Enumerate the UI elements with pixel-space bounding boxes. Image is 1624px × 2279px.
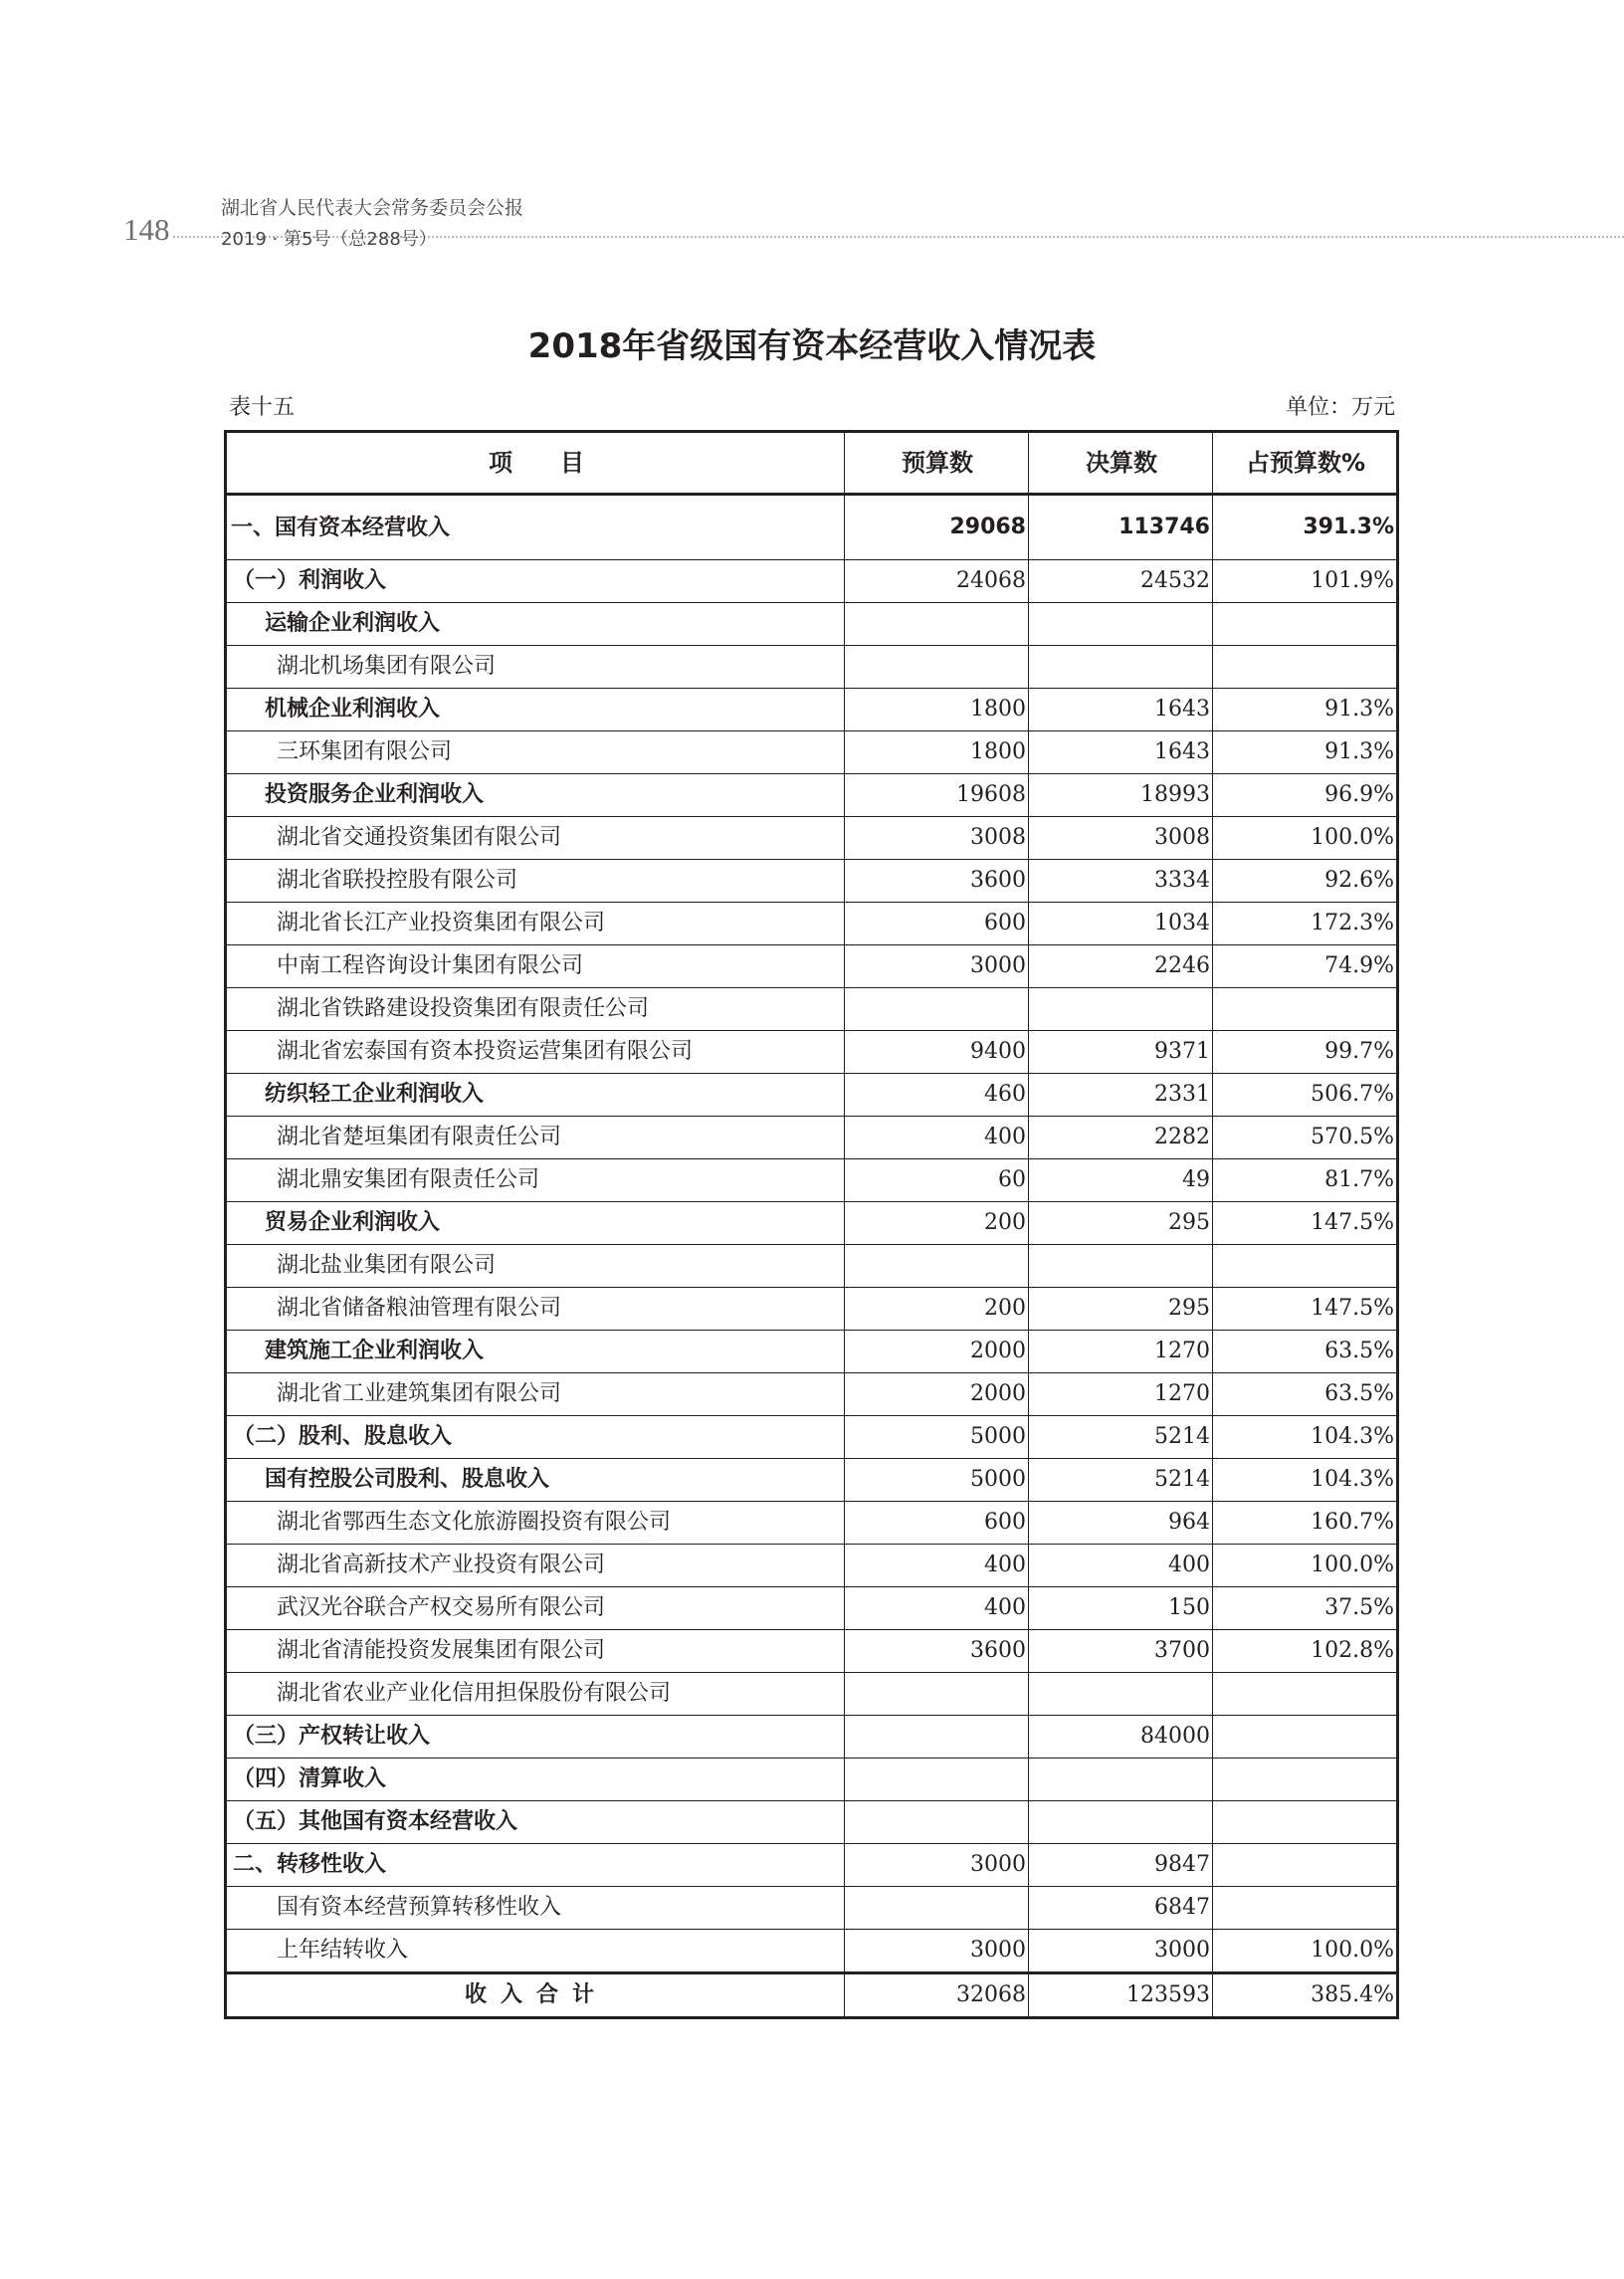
ratio-cell: 506.7% xyxy=(1213,1074,1398,1117)
item-name-cell: 二、转移性收入 xyxy=(226,1844,845,1887)
income-table xyxy=(224,430,1399,2019)
table-row xyxy=(226,1245,1398,1288)
ratio-cell: 37.5% xyxy=(1213,1587,1398,1630)
final-cell: 84000 xyxy=(1029,1716,1213,1759)
item-name-cell: 一、国有资本经营收入 xyxy=(226,495,845,560)
final-cell: 2282 xyxy=(1029,1117,1213,1159)
item-name-cell: 湖北省铁路建设投资集团有限责任公司 xyxy=(226,988,845,1031)
budget-cell xyxy=(845,1759,1029,1801)
table-row xyxy=(226,860,1398,903)
table-number: 表十五 xyxy=(229,395,296,420)
table-row xyxy=(226,1159,1398,1202)
final-cell xyxy=(1029,1759,1213,1801)
final-cell: 964 xyxy=(1029,1502,1213,1545)
ratio-cell: 96.9% xyxy=(1213,774,1398,817)
table-row xyxy=(226,495,1398,560)
table-body xyxy=(226,495,1398,2018)
budget-cell: 1800 xyxy=(845,689,1029,731)
table-row xyxy=(226,1331,1398,1373)
table-row xyxy=(226,1759,1398,1801)
budget-cell: 2000 xyxy=(845,1373,1029,1416)
ratio-cell xyxy=(1213,1759,1398,1801)
table-row xyxy=(226,988,1398,1031)
ratio-cell: 147.5% xyxy=(1213,1288,1398,1331)
ratio-cell: 570.5% xyxy=(1213,1117,1398,1159)
table-row xyxy=(226,1587,1398,1630)
final-cell xyxy=(1029,1673,1213,1716)
ratio-cell: 63.5% xyxy=(1213,1331,1398,1373)
ratio-cell xyxy=(1213,1801,1398,1844)
item-name-cell: 投资服务企业利润收入 xyxy=(226,774,845,817)
page-number: 148 xyxy=(123,212,170,247)
table-row xyxy=(226,1673,1398,1716)
column-header-ratio: 占预算数% xyxy=(1213,432,1398,495)
budget-cell: 3000 xyxy=(845,1930,1029,1973)
item-name-cell: （三）产权转让收入 xyxy=(226,1716,845,1759)
budget-cell: 1800 xyxy=(845,731,1029,774)
final-cell: 150 xyxy=(1029,1587,1213,1630)
table-row xyxy=(226,560,1398,603)
ratio-cell xyxy=(1213,1673,1398,1716)
ratio-cell xyxy=(1213,1844,1398,1887)
ratio-cell: 63.5% xyxy=(1213,1373,1398,1416)
budget-cell: 400 xyxy=(845,1117,1029,1159)
item-name-cell: 湖北省高新技术产业投资有限公司 xyxy=(226,1545,845,1587)
table-row xyxy=(226,731,1398,774)
column-header-budget: 预算数 xyxy=(845,432,1029,495)
ratio-cell: 104.3% xyxy=(1213,1459,1398,1502)
item-name-cell: 国有资本经营预算转移性收入 xyxy=(226,1887,845,1930)
item-name-cell: 建筑施工企业利润收入 xyxy=(226,1331,845,1373)
table-row xyxy=(226,1502,1398,1545)
budget-cell: 3000 xyxy=(845,1844,1029,1887)
final-cell xyxy=(1029,1245,1213,1288)
final-cell: 5214 xyxy=(1029,1459,1213,1502)
table-row xyxy=(226,1887,1398,1930)
ratio-cell: 160.7% xyxy=(1213,1502,1398,1545)
final-cell: 295 xyxy=(1029,1288,1213,1331)
total-row xyxy=(226,1973,1398,2018)
final-cell: 24532 xyxy=(1029,560,1213,603)
budget-cell: 2000 xyxy=(845,1331,1029,1373)
item-name-cell: 湖北省联投控股有限公司 xyxy=(226,860,845,903)
table-row xyxy=(226,1031,1398,1074)
budget-cell: 3600 xyxy=(845,1630,1029,1673)
ratio-cell xyxy=(1213,1887,1398,1930)
item-name-cell: （四）清算收入 xyxy=(226,1759,845,1801)
item-name-cell: 湖北省储备粮油管理有限公司 xyxy=(226,1288,845,1331)
table-row xyxy=(226,945,1398,988)
final-cell: 3000 xyxy=(1029,1930,1213,1973)
ratio-cell: 100.0% xyxy=(1213,817,1398,860)
budget-cell: 9400 xyxy=(845,1031,1029,1074)
ratio-cell xyxy=(1213,603,1398,646)
table-row xyxy=(226,1930,1398,1973)
budget-cell: 3600 xyxy=(845,860,1029,903)
final-cell: 9371 xyxy=(1029,1031,1213,1074)
budget-cell xyxy=(845,1245,1029,1288)
ratio-cell: 81.7% xyxy=(1213,1159,1398,1202)
item-name-cell: （一）利润收入 xyxy=(226,560,845,603)
budget-cell xyxy=(845,603,1029,646)
budget-cell xyxy=(845,1673,1029,1716)
final-cell: 6847 xyxy=(1029,1887,1213,1930)
item-name-cell: 湖北盐业集团有限公司 xyxy=(226,1245,845,1288)
final-cell xyxy=(1029,646,1213,689)
item-name-cell: 湖北省鄂西生态文化旅游圈投资有限公司 xyxy=(226,1502,845,1545)
final-cell: 18993 xyxy=(1029,774,1213,817)
ratio-cell: 101.9% xyxy=(1213,560,1398,603)
ratio-cell xyxy=(1213,1716,1398,1759)
item-name-cell: （五）其他国有资本经营收入 xyxy=(226,1801,845,1844)
final-cell: 2246 xyxy=(1029,945,1213,988)
table-row xyxy=(226,1801,1398,1844)
column-header-final: 决算数 xyxy=(1029,432,1213,495)
budget-cell: 32068 xyxy=(845,1973,1029,2018)
ratio-cell: 92.6% xyxy=(1213,860,1398,903)
table-row xyxy=(226,1288,1398,1331)
ratio-cell: 102.8% xyxy=(1213,1630,1398,1673)
budget-cell: 3000 xyxy=(845,945,1029,988)
table-row xyxy=(226,1117,1398,1159)
final-cell: 400 xyxy=(1029,1545,1213,1587)
item-name-cell: 湖北机场集团有限公司 xyxy=(226,646,845,689)
budget-cell: 60 xyxy=(845,1159,1029,1202)
item-name-cell: 中南工程咨询设计集团有限公司 xyxy=(226,945,845,988)
item-name-cell: 湖北省交通投资集团有限公司 xyxy=(226,817,845,860)
ratio-cell: 99.7% xyxy=(1213,1031,1398,1074)
ratio-cell: 147.5% xyxy=(1213,1202,1398,1245)
budget-cell xyxy=(845,646,1029,689)
budget-cell: 5000 xyxy=(845,1459,1029,1502)
budget-cell: 460 xyxy=(845,1074,1029,1117)
item-name-cell: 湖北省清能投资发展集团有限公司 xyxy=(226,1630,845,1673)
table-header-row xyxy=(226,432,1398,495)
item-name-cell: 湖北省工业建筑集团有限公司 xyxy=(226,1373,845,1416)
ratio-cell: 91.3% xyxy=(1213,731,1398,774)
final-cell: 3334 xyxy=(1029,860,1213,903)
final-cell: 1034 xyxy=(1029,903,1213,945)
ratio-cell: 100.0% xyxy=(1213,1930,1398,1973)
item-name-cell: 收入合计 xyxy=(226,1973,845,2018)
budget-cell xyxy=(845,1716,1029,1759)
item-name-cell: 机械企业利润收入 xyxy=(226,689,845,731)
page-title: 2018年省级国有资本经营收入情况表 xyxy=(527,326,1097,366)
unit-label: 单位：万元 xyxy=(1285,395,1395,420)
final-cell: 3700 xyxy=(1029,1630,1213,1673)
budget-cell: 600 xyxy=(845,1502,1029,1545)
table-row xyxy=(226,689,1398,731)
ratio-cell: 100.0% xyxy=(1213,1545,1398,1587)
ratio-cell: 391.3% xyxy=(1213,495,1398,560)
budget-cell: 200 xyxy=(845,1202,1029,1245)
item-name-cell: （二）股利、股息收入 xyxy=(226,1416,845,1459)
ratio-cell xyxy=(1213,988,1398,1031)
final-cell: 2331 xyxy=(1029,1074,1213,1117)
journal-name: 湖北省人民代表大会常务委员会公报 xyxy=(221,197,524,219)
final-cell: 49 xyxy=(1029,1159,1213,1202)
final-cell: 9847 xyxy=(1029,1844,1213,1887)
item-name-cell: 武汉光谷联合产权交易所有限公司 xyxy=(226,1587,845,1630)
table-row xyxy=(226,646,1398,689)
table-row xyxy=(226,1373,1398,1416)
final-cell xyxy=(1029,603,1213,646)
final-cell: 113746 xyxy=(1029,495,1213,560)
ratio-cell: 91.3% xyxy=(1213,689,1398,731)
budget-cell: 29068 xyxy=(845,495,1029,560)
issue-line: 2019 · 第5号（总288号） xyxy=(221,229,437,250)
table-row xyxy=(226,603,1398,646)
table-row xyxy=(226,1459,1398,1502)
final-cell xyxy=(1029,988,1213,1031)
item-name-cell: 湖北省宏泰国有资本投资运营集团有限公司 xyxy=(226,1031,845,1074)
item-name-cell: 三环集团有限公司 xyxy=(226,731,845,774)
item-name-cell: 湖北省农业产业化信用担保股份有限公司 xyxy=(226,1673,845,1716)
budget-cell xyxy=(845,1801,1029,1844)
table-row xyxy=(226,1074,1398,1117)
table-row xyxy=(226,1716,1398,1759)
table-row xyxy=(226,817,1398,860)
final-cell: 3008 xyxy=(1029,817,1213,860)
ratio-cell: 74.9% xyxy=(1213,945,1398,988)
final-cell xyxy=(1029,1801,1213,1844)
budget-cell: 19608 xyxy=(845,774,1029,817)
budget-cell: 600 xyxy=(845,903,1029,945)
ratio-cell: 172.3% xyxy=(1213,903,1398,945)
final-cell: 5214 xyxy=(1029,1416,1213,1459)
final-cell: 1270 xyxy=(1029,1373,1213,1416)
ratio-cell: 385.4% xyxy=(1213,1973,1398,2018)
final-cell: 1270 xyxy=(1029,1331,1213,1373)
item-name-cell: 纺织轻工企业利润收入 xyxy=(226,1074,845,1117)
ratio-cell xyxy=(1213,646,1398,689)
budget-cell: 400 xyxy=(845,1587,1029,1630)
item-name-cell: 湖北省长江产业投资集团有限公司 xyxy=(226,903,845,945)
budget-cell: 400 xyxy=(845,1545,1029,1587)
table-row xyxy=(226,774,1398,817)
budget-cell: 5000 xyxy=(845,1416,1029,1459)
table-row xyxy=(226,1202,1398,1245)
item-name-cell: 湖北鼎安集团有限责任公司 xyxy=(226,1159,845,1202)
table-row xyxy=(226,1844,1398,1887)
budget-cell xyxy=(845,988,1029,1031)
item-name-cell: 贸易企业利润收入 xyxy=(226,1202,845,1245)
table-row xyxy=(226,903,1398,945)
ratio-cell xyxy=(1213,1245,1398,1288)
budget-cell: 200 xyxy=(845,1288,1029,1331)
final-cell: 1643 xyxy=(1029,689,1213,731)
item-name-cell: 湖北省楚垣集团有限责任公司 xyxy=(226,1117,845,1159)
final-cell: 1643 xyxy=(1029,731,1213,774)
column-header-item: 项 目 xyxy=(226,432,845,495)
item-name-cell: 运输企业利润收入 xyxy=(226,603,845,646)
table-row xyxy=(226,1630,1398,1673)
item-name-cell: 上年结转收入 xyxy=(226,1930,845,1973)
final-cell: 123593 xyxy=(1029,1973,1213,2018)
budget-cell: 24068 xyxy=(845,560,1029,603)
ratio-cell: 104.3% xyxy=(1213,1416,1398,1459)
budget-cell: 3008 xyxy=(845,817,1029,860)
table-row xyxy=(226,1416,1398,1459)
table-row xyxy=(226,1545,1398,1587)
budget-cell xyxy=(845,1887,1029,1930)
item-name-cell: 国有控股公司股利、股息收入 xyxy=(226,1459,845,1502)
final-cell: 295 xyxy=(1029,1202,1213,1245)
